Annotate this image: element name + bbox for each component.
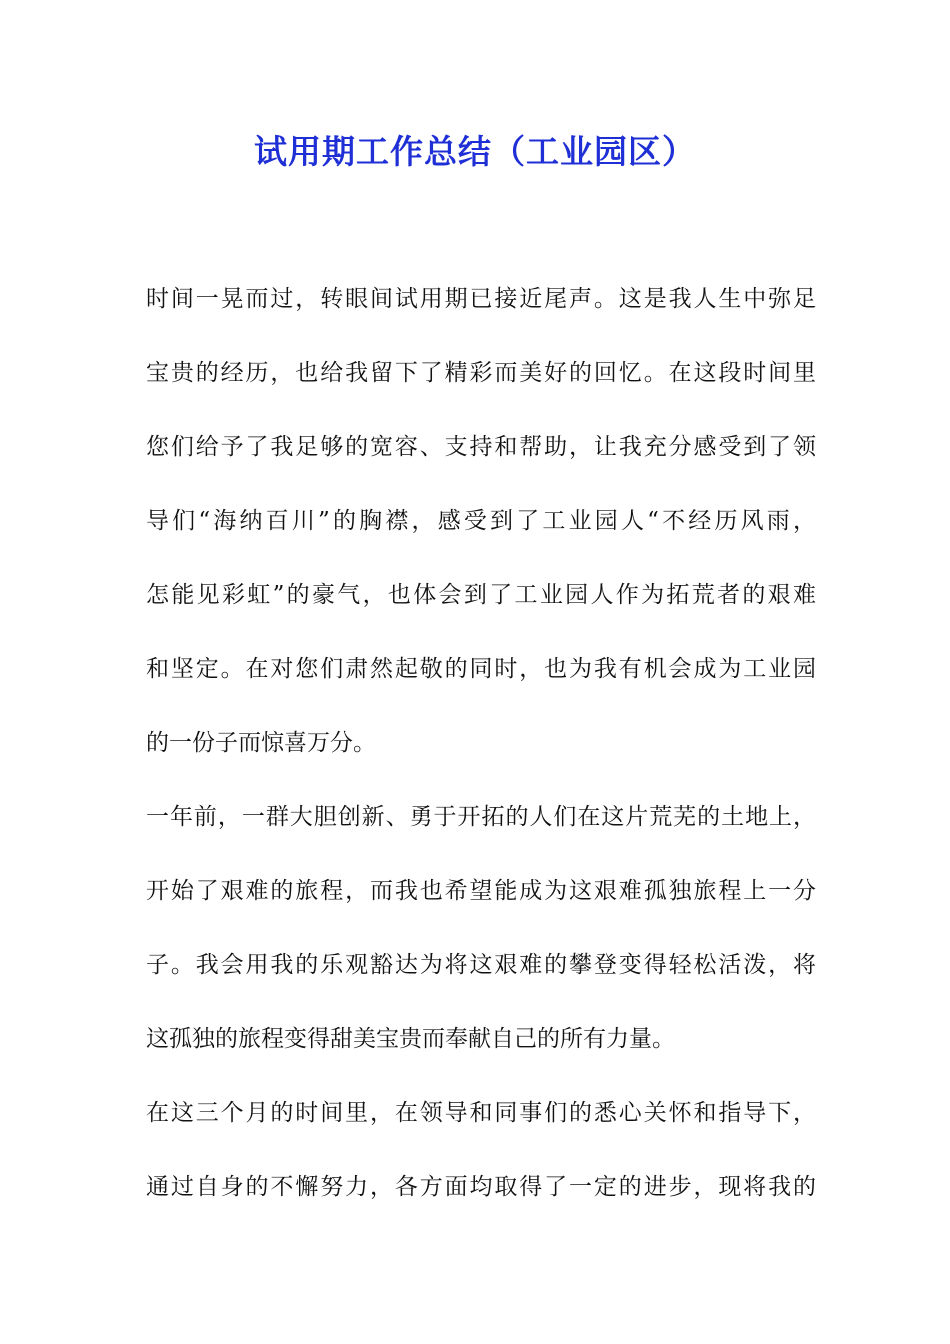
body-line-8: 一年前，一群大胆创新、勇于开拓的人们在这片荒芜的土地上， [146, 804, 816, 830]
body-line-3: 您们给予了我足够的宽容、支持和帮助，让我充分感受到了领 [146, 434, 816, 460]
body-line-4: 导们“海纳百川”的胸襟，感受到了工业园人“不经历风雨， [146, 508, 816, 534]
body-line-6: 和坚定。在对您们肃然起敬的同时，也为我有机会成为工业园 [146, 656, 816, 682]
body-line-12: 在这三个月的时间里，在领导和同事们的悉心关怀和指导下， [146, 1100, 816, 1126]
body-line-10: 子。我会用我的乐观豁达为将这艰难的攀登变得轻松活泼，将 [146, 952, 816, 978]
body-line-7: 的一份子而惊喜万分。 [146, 730, 376, 756]
document-body [146, 262, 816, 1224]
body-line-13: 通过自身的不懈努力，各方面均取得了一定的进步，现将我的 [146, 1174, 816, 1200]
body-line-11: 这孤独的旅程变得甜美宝贵而奉献自己的所有力量。 [146, 1026, 675, 1052]
body-line-2: 宝贵的经历，也给我留下了精彩而美好的回忆。在这段时间里 [146, 360, 816, 386]
body-line-1: 时间一晃而过，转眼间试用期已接近尾声。这是我人生中弥足 [146, 286, 816, 312]
body-line-9: 开始了艰难的旅程，而我也希望能成为这艰难孤独旅程上一分 [146, 878, 816, 904]
document-title: 试用期工作总结（工业园区） [254, 132, 696, 171]
body-line-5: 怎能见彩虹”的豪气，也体会到了工业园人作为拓荒者的艰难 [146, 582, 816, 608]
